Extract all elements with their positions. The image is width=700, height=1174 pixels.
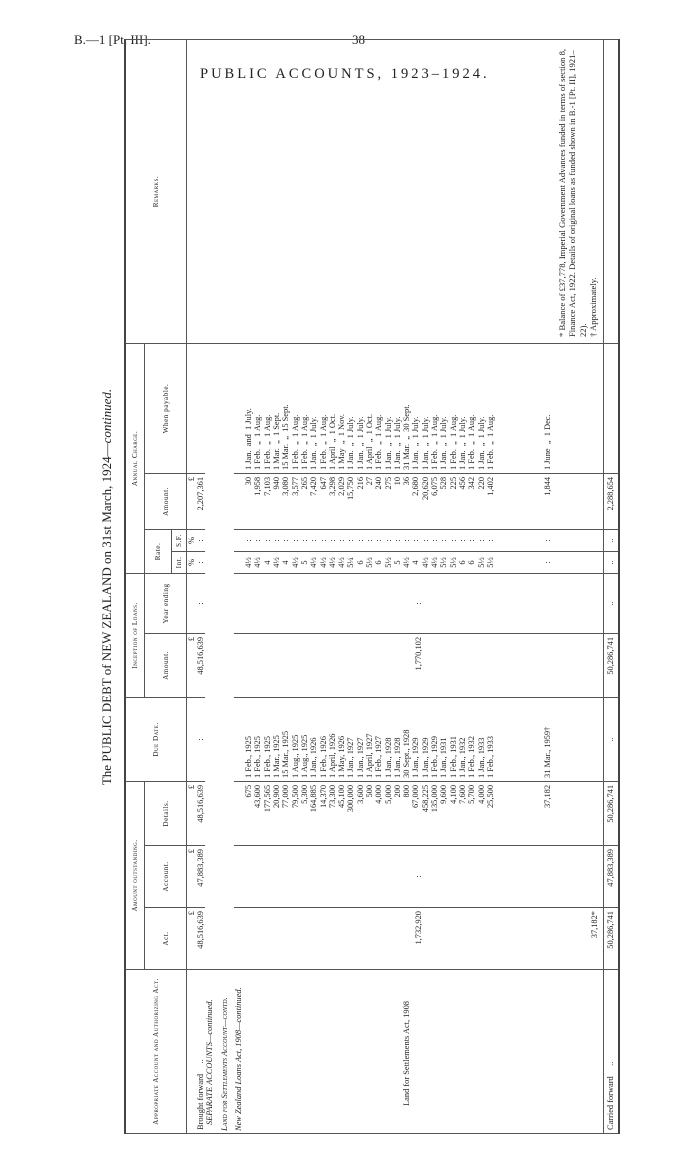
bf-rate-int: : — [196, 561, 206, 564]
detail-due-cell: 1 Feb., 1929 — [430, 736, 440, 778]
extra-int-cell: : — [543, 561, 553, 564]
detail-details-cell: 25,500 — [485, 784, 495, 809]
detail-sf-cell: : — [327, 539, 337, 542]
detail-int-cell: 4½ — [420, 557, 430, 568]
detail-due-cell: 1 April, 1926 — [327, 733, 337, 778]
detail-details-cell: 4,000 — [476, 784, 486, 804]
detail-when-cell: 31 Mar. „ 30 Sept. — [402, 404, 412, 470]
detail-details-cell: 45,100 — [337, 784, 347, 809]
detail-sf-cell: : — [309, 539, 319, 542]
detail-charge-cell: 3,298 — [327, 476, 337, 496]
detail-due-cell: 1 Feb., 1932 — [467, 736, 477, 778]
detail-due-cell: 1 Jan., 1929 — [420, 737, 430, 778]
detail-details-cell: 79,500 — [290, 784, 300, 809]
detail-sf-cell: : — [318, 539, 328, 542]
detail-details-cell: 200 — [392, 784, 402, 798]
detail-sf-cell: : — [485, 539, 495, 542]
percent-sign: % — [187, 537, 197, 544]
bf-account: 47,883,389 — [196, 849, 206, 887]
detail-charge-cell: 20,620 — [420, 476, 430, 501]
detail-when-cell: 1 Feb. „ 1 Aug. — [448, 414, 458, 470]
detail-charge-cell: 275 — [383, 476, 393, 490]
interest-rate-list — [234, 551, 603, 573]
detail-sf-cell: : — [337, 539, 347, 542]
col-due-date: Due Date. — [125, 697, 187, 781]
section-land: Land for Settlements Account—contd. — [220, 970, 234, 1134]
col-amount-outstanding: Amount outstanding. — [125, 781, 145, 969]
detail-details-cell: 4,100 — [448, 784, 458, 804]
col-act: Act. — [145, 908, 187, 970]
detail-int-cell: 5¼ — [346, 557, 356, 568]
when-payable-list — [234, 343, 603, 473]
detail-sf-cell: : — [365, 539, 374, 542]
detail-charge-cell: 240 — [374, 476, 384, 490]
pound-sign: £ — [187, 911, 197, 916]
detail-due-cell: 1 Jan., 1932 — [457, 737, 467, 778]
detail-charge-cell: 1,958 — [253, 476, 263, 496]
detail-when-cell: 1 May „ 1 Nov. — [337, 414, 347, 470]
detail-int-cell: 4 — [281, 560, 291, 565]
detail-due-cell: 1 Aug., 1925 — [290, 734, 300, 778]
detail-charge-cell: 27 — [365, 476, 374, 486]
detail-charge-cell: 7,103 — [262, 476, 272, 496]
table-caption — [96, 40, 124, 1134]
detail-sf-cell: : — [439, 539, 449, 542]
col-rate-sf: S.F. — [172, 529, 187, 551]
col-rate-int: Int. — [172, 551, 187, 573]
detail-due-cell: 30 Sept., 1928 — [402, 729, 412, 778]
detail-due-cell: 1 May, 1926 — [337, 735, 347, 778]
pound-sign: £ — [187, 849, 197, 854]
detail-int-cell: 6 — [355, 560, 365, 565]
bf-charge: 2,207,361 — [196, 476, 206, 511]
details-list — [234, 781, 603, 845]
detail-when-cell: 1 Feb. „ 1 Aug. — [467, 414, 477, 470]
detail-int-cell: 6 — [467, 560, 477, 565]
detail-sf-cell: : — [374, 539, 384, 542]
settlements-act-total: 1,732,920 — [413, 911, 423, 945]
detail-charge-cell: 10 — [392, 476, 402, 486]
detail-charge-cell: 30 — [244, 476, 254, 486]
detail-details-cell: 500 — [365, 784, 374, 798]
detail-due-cell: 1 Jan., 1927 — [346, 737, 356, 778]
brought-forward-label: Brought forward — [196, 1073, 206, 1130]
col-account: Account. — [145, 846, 187, 908]
detail-due-cell: 1 Jan., 1928 — [392, 737, 402, 778]
detail-due-cell: 1 Jan., 1927 — [355, 737, 365, 778]
col-remarks: Remarks. — [125, 39, 187, 343]
detail-due-cell: 1 Feb., 1925 — [244, 736, 254, 778]
detail-charge-cell: 1,402 — [485, 476, 495, 496]
detail-sf-cell: : — [383, 539, 393, 542]
pound-sign: £ — [187, 636, 197, 642]
carried-forward-row — [603, 39, 619, 1133]
detail-when-cell: 1 Jan. „ 1 July. — [383, 416, 393, 470]
detail-int-cell: 5 — [392, 560, 402, 565]
detail-when-cell: 1 Jan. „ 1 July. — [309, 416, 319, 470]
bf-details: 48,516,639 — [196, 784, 206, 823]
detail-charge-cell: 216 — [355, 476, 365, 490]
detail-charge-cell: 528 — [439, 476, 449, 490]
detail-when-cell: 1 Feb. „ 1 Aug. — [318, 414, 328, 470]
detail-charge-cell: 2,680 — [411, 476, 421, 496]
cf-year: .. — [603, 573, 619, 633]
detail-sf-cell: : — [346, 539, 356, 542]
detail-sf-cell: : — [290, 539, 300, 542]
detail-details-cell: 20,900 — [272, 784, 282, 809]
detail-sf-cell: : — [457, 539, 467, 542]
detail-details-cell: 5,000 — [383, 784, 393, 804]
detail-due-cell: 1 Feb., 1925 — [253, 736, 263, 778]
detail-details-cell: 675 — [244, 784, 254, 798]
detail-due-cell: 1 April, 1927 — [365, 733, 374, 778]
detail-int-cell: 4½ — [253, 557, 263, 568]
detail-int-cell: 4½ — [272, 557, 282, 568]
detail-int-cell: 4½ — [327, 557, 337, 568]
col-approp: Appropriate Account and Authorizing Act. — [125, 970, 187, 1134]
detail-when-cell: 1 Jan. „ 1 July. — [392, 416, 402, 470]
detail-when-cell: 1 Jan. „ 1 July. — [476, 416, 486, 470]
detail-sf-cell: : — [476, 539, 486, 542]
detail-due-cell: 1 Feb., 1933 — [485, 736, 495, 778]
detail-details-cell: 3,600 — [355, 784, 365, 804]
detail-int-cell: 4½ — [290, 557, 300, 568]
section-separate: SEPARATE ACCOUNTS—continued. — [205, 970, 219, 1134]
col-when-payable: When payable. — [145, 343, 187, 473]
detail-details-cell: 73,300 — [327, 784, 337, 809]
detail-charge-cell: 3,080 — [281, 476, 291, 496]
detail-details-cell: 5,300 — [299, 784, 309, 804]
detail-charge-cell: 36 — [402, 476, 412, 486]
col-inception: Inception of Loans. — [125, 573, 145, 697]
detail-when-cell: 1 Feb. „ 1 Aug. — [374, 414, 384, 470]
detail-int-cell: 6 — [457, 560, 467, 565]
detail-sf-cell: : — [392, 539, 402, 542]
col-year-ending: Year ending — [145, 573, 187, 633]
detail-int-cell: 5½ — [485, 557, 495, 568]
detail-due-cell: 1 Jan., 1933 — [476, 737, 486, 778]
detail-charge-cell: 3,577 — [290, 476, 300, 496]
detail-charge-cell: 265 — [299, 476, 309, 490]
detail-due-cell: 1 Mar., 1925 — [272, 735, 282, 778]
detail-int-cell: 4½ — [244, 557, 254, 568]
detail-int-cell: 4½ — [402, 557, 412, 568]
col-inc-amount: Amount. — [145, 633, 187, 697]
detail-sf-cell: : — [244, 539, 254, 542]
detail-sf-cell: : — [281, 539, 291, 542]
detail-when-cell: 1 Jan. „ 1 July. — [439, 416, 449, 470]
document-reference: B.—1 [Pt. III]. — [74, 32, 151, 47]
detail-when-cell: 1 Mar. „ 1 Sept. — [272, 412, 282, 470]
detail-when-cell: 1 Feb. „ 1 Aug. — [262, 414, 272, 470]
detail-details-cell: 43,600 — [253, 784, 263, 809]
detail-int-cell: 4 — [411, 560, 421, 565]
detail-details-cell: 7,600 — [457, 784, 467, 804]
detail-due-cell: 1 Jan., 1928 — [383, 737, 393, 778]
inception-total: 1,770,102 — [234, 633, 603, 697]
pound-sign: £ — [187, 784, 197, 790]
detail-when-cell: 1 April „ 1 Oct. — [365, 413, 374, 470]
detail-due-cell: 1 Jan., 1926 — [309, 737, 319, 778]
detail-details-cell: 135,000 — [430, 784, 440, 813]
annual-charge-list — [234, 473, 603, 529]
sinking-fund-list — [234, 529, 603, 551]
detail-when-cell: 1 Jan. „ 1 July. — [420, 416, 430, 470]
col-rate: Rate. — [145, 529, 172, 573]
detail-when-cell: 1 Feb. „ 1 Aug. — [290, 414, 300, 470]
cf-rate-sf: .. — [603, 529, 619, 551]
extra-sf-cell: : — [543, 539, 553, 542]
brought-forward-row — [187, 39, 206, 1133]
detail-charge-cell: 2,029 — [337, 476, 347, 496]
extra-charge-cell: 1,844 — [543, 476, 553, 496]
page-title: PUBLIC ACCOUNTS, 1923–1924. — [200, 66, 490, 82]
detail-charge-cell: 647 — [318, 476, 328, 490]
caption-main: The PUBLIC DEBT of NEW ZEALAND on 31st March, 1924— — [99, 443, 114, 786]
col-details: Details. — [145, 781, 187, 845]
extra-due-cell: 31 Mar., 1959† — [543, 726, 553, 778]
settlements-act-label: Land for Settlements Act, 1908 — [402, 1001, 412, 1106]
detail-details-cell: 77,000 — [281, 784, 291, 809]
cf-charge: 2,288,654 — [603, 473, 619, 529]
detail-details-cell: 5,700 — [467, 784, 477, 804]
detail-details-cell: 164,885 — [309, 784, 319, 813]
bf-rate-sf: : — [196, 539, 206, 542]
detail-sf-cell: : — [411, 539, 421, 542]
detail-details-cell: 800 — [402, 784, 412, 798]
detail-due-cell: 1 Feb., 1925 — [262, 736, 272, 778]
detail-int-cell: 5½ — [365, 557, 374, 568]
detail-sf-cell: : — [253, 539, 263, 542]
detail-int-cell: 5½ — [448, 557, 458, 568]
detail-due-cell: 1 Feb., 1931 — [448, 736, 458, 778]
detail-sf-cell: : — [262, 539, 272, 542]
detail-charge-cell: 7,420 — [309, 476, 319, 496]
detail-details-cell: 67,000 — [411, 784, 421, 809]
detail-charge-cell: 456 — [457, 476, 467, 490]
detail-when-cell: 15 Mar. „ 15 Sept. — [281, 404, 291, 470]
detail-int-cell: 5½ — [439, 557, 449, 568]
extra-details-cell: 37,182 — [543, 784, 553, 809]
detail-when-cell: 1 Jan. „ 1 July. — [355, 416, 365, 470]
detail-int-cell: 4½ — [430, 557, 440, 568]
detail-int-cell: 5 — [299, 560, 309, 565]
due-date-list — [234, 697, 603, 781]
detail-details-cell: 14,370 — [318, 784, 328, 809]
detail-when-cell: 1 Feb. „ 1 Aug. — [253, 414, 263, 470]
detail-sf-cell: : — [272, 539, 282, 542]
detail-charge-cell: 940 — [272, 476, 282, 490]
carried-forward-label: Carried forward — [606, 1076, 616, 1130]
detail-due-cell: 1 Aug., 1925 — [299, 734, 309, 778]
remark-note-2: † Approximately. — [588, 277, 599, 337]
page-number: 38 — [352, 32, 365, 47]
detail-details-cell: 9,600 — [439, 784, 449, 804]
detail-due-cell: 1 Jan., 1931 — [439, 737, 449, 778]
detail-charge-cell: 225 — [448, 476, 458, 490]
detail-due-cell: 1 Feb., 1927 — [374, 736, 384, 778]
extra-when-cell: 1 June „ 1 Dec. — [543, 414, 553, 470]
detail-int-cell: 6 — [374, 560, 384, 565]
detail-int-cell: 4 — [262, 560, 272, 565]
bf-inc-amount: 48,516,639 — [196, 636, 206, 675]
detail-sf-cell: : — [355, 539, 365, 542]
detail-int-cell: 5½ — [476, 557, 486, 568]
cf-due: .. — [603, 697, 619, 781]
public-debt-table — [124, 39, 620, 1134]
detail-details-cell: 458,225 — [420, 784, 430, 813]
detail-details-cell: 177,565 — [262, 784, 272, 813]
detail-sf-cell: : — [448, 539, 458, 542]
detail-charge-cell: 15,750 — [346, 476, 356, 501]
cf-inc-amount: 50,286,741 — [603, 633, 619, 697]
detail-due-cell: 15 Mar., 1925 — [281, 730, 291, 778]
cf-act: 50,286,741 — [603, 908, 619, 970]
detail-int-cell: 4½ — [309, 557, 319, 568]
bf-due: : — [187, 697, 206, 781]
detail-due-cell: 1 Jan., 1929 — [411, 737, 421, 778]
leader-dots: .. — [606, 1061, 616, 1066]
caption-continued: continued. — [99, 388, 114, 444]
col-annual-charge: Annual Charge. — [125, 343, 145, 573]
detail-when-cell: 1 April „ 1 Oct. — [327, 413, 337, 470]
extra-act-amount: 37,182* — [589, 911, 599, 939]
detail-int-cell: 4½ — [337, 557, 347, 568]
detail-when-cell: 1 Jan. „ 1 July. — [411, 416, 421, 470]
detail-when-cell: 1 Feb. „ 1 Aug. — [430, 414, 440, 470]
detail-sf-cell: : — [420, 539, 430, 542]
cf-rate-int: .. — [603, 551, 619, 573]
detail-charge-cell: 220 — [476, 476, 486, 490]
detail-when-cell: 1 Jan. and 1 July. — [244, 408, 254, 470]
bf-act: 48,516,639 — [196, 911, 206, 949]
detail-charge-cell: 342 — [467, 476, 477, 490]
detail-when-cell: 1 Feb. „ 1 Aug. — [299, 414, 309, 470]
col-charge-amount: Amount. — [145, 473, 187, 529]
detail-when-cell: 1 Feb. „ 1 Aug. — [485, 414, 495, 470]
detail-int-cell: 4½ — [318, 557, 328, 568]
detail-charge-cell: 6,075 — [430, 476, 440, 496]
detail-block: New Zealand Loans Act, 1908—continued. Land for Settlements Act, 1908 1,732,920 37,182* : 675 43,600 177,565 20,900 77,000 79,500 5,300 164,885 14,370 73,300 45,100 300,000 3,600 500 4,000 5,000 200 800 67,000 458,225 135,000 9,600 4,100 7,600 5,700 4,000 25,500 37,182 1 Feb., 1925 1 Feb., 1925 1 Feb., 1925 1 Mar., 1925 15 Mar., 1925 1 Aug., 1925 1 Aug., 1925 1 Jan., 1926 1 Feb., 1926 1 April, 1926 1 May, 1926 1 Jan., 1927 1 Jan., 1927 1 April, 1927 1 Feb., 1927 1 Jan., 1928 1 Jan., 1928 30 Sept., 1928 1 Jan., 1929 1 Jan., 1929 1 Feb., 1929 1 Jan., 1931 1 Feb., 1931 1 Jan., 1932 1 Feb., 1932 1 Jan., 1933 1 Feb., 1933 31 Mar., 1959† 1,770,102 : 4½ 4½ 4 4½ 4 4½ 5 4½ 4½ 4½ 4½ 5¼ 6 5½ 6 5½ 5 4½ 4 4½ 4½ 5½ 5½ 6 6 5½ 5½ : : : : : : : : : : : : : : : : : : : : : : : : : : : : : 30 1,958 7,103 940 3,080 3,577 265 7,420 647 3,298 2,029 15,750 216 27 240 275 10 36 2,680 20,620 6,075 528 225 456 342 220 1,402 1,844 1 Jan. and 1 July. 1 Feb. „ 1 Aug. 1 Feb. „ 1 Aug. 1 Mar. „ 1 Sept. 15 Mar. „ 15 Sept. 1 Feb. „ 1 Aug. 1 Feb. „ 1 Aug. 1 Jan. „ 1 July. 1 Feb. „ 1 Aug. 1 April „ 1 Oct. 1 May „ 1 Nov. 1 Jan. „ 1 July. 1 Jan. „ 1 July. 1 April „ 1 Oct. 1 Feb. „ 1 Aug. 1 Jan. „ 1 July. 1 Jan. „ 1 July. 31 Mar. „ 30 Sept. 1 Jan. „ 1 July. 1 Jan. „ 1 July. 1 Feb. „ 1 Aug. 1 Jan. „ 1 July. 1 Feb. „ 1 Aug. 1 Jan. „ 1 July. 1 Feb. „ 1 Aug. 1 Jan. „ 1 July. 1 Feb. „ 1 Aug. 1 June „ 1 Dec. — [234, 39, 603, 1133]
detail-sf-cell: : — [299, 539, 309, 542]
detail-details-cell: 4,000 — [374, 784, 384, 804]
leader-dots: .. — [196, 1059, 206, 1064]
percent-sign: % — [187, 559, 197, 566]
detail-sf-cell: : — [430, 539, 440, 542]
cf-account: 47,883,389 — [603, 846, 619, 908]
remark-note-1: * Balance of £37,778, Imperial Government Advances funded in terms of section 8, Finance Act, 1922. Details of original loans as funded shown in B.-1 [Pt. II], 1921–22). — [556, 48, 588, 337]
detail-details-cell: 300,000 — [346, 784, 356, 813]
bf-year: : — [187, 573, 206, 633]
section-loans-act: New Zealand Loans Act, 1908—continued. — [234, 987, 244, 1131]
rotated-debt-table — [96, 40, 644, 1134]
detail-when-cell: 1 Jan. „ 1 July. — [346, 416, 356, 470]
detail-sf-cell: : — [467, 539, 477, 542]
detail-when-cell: 1 Jan. „ 1 July. — [457, 416, 467, 470]
cf-details: 50,286,741 — [603, 781, 619, 845]
detail-due-cell: 1 Feb., 1926 — [318, 736, 328, 778]
detail-int-cell: 5½ — [383, 557, 393, 568]
detail-sf-cell: : — [402, 539, 412, 542]
pound-sign: £ — [187, 476, 197, 482]
